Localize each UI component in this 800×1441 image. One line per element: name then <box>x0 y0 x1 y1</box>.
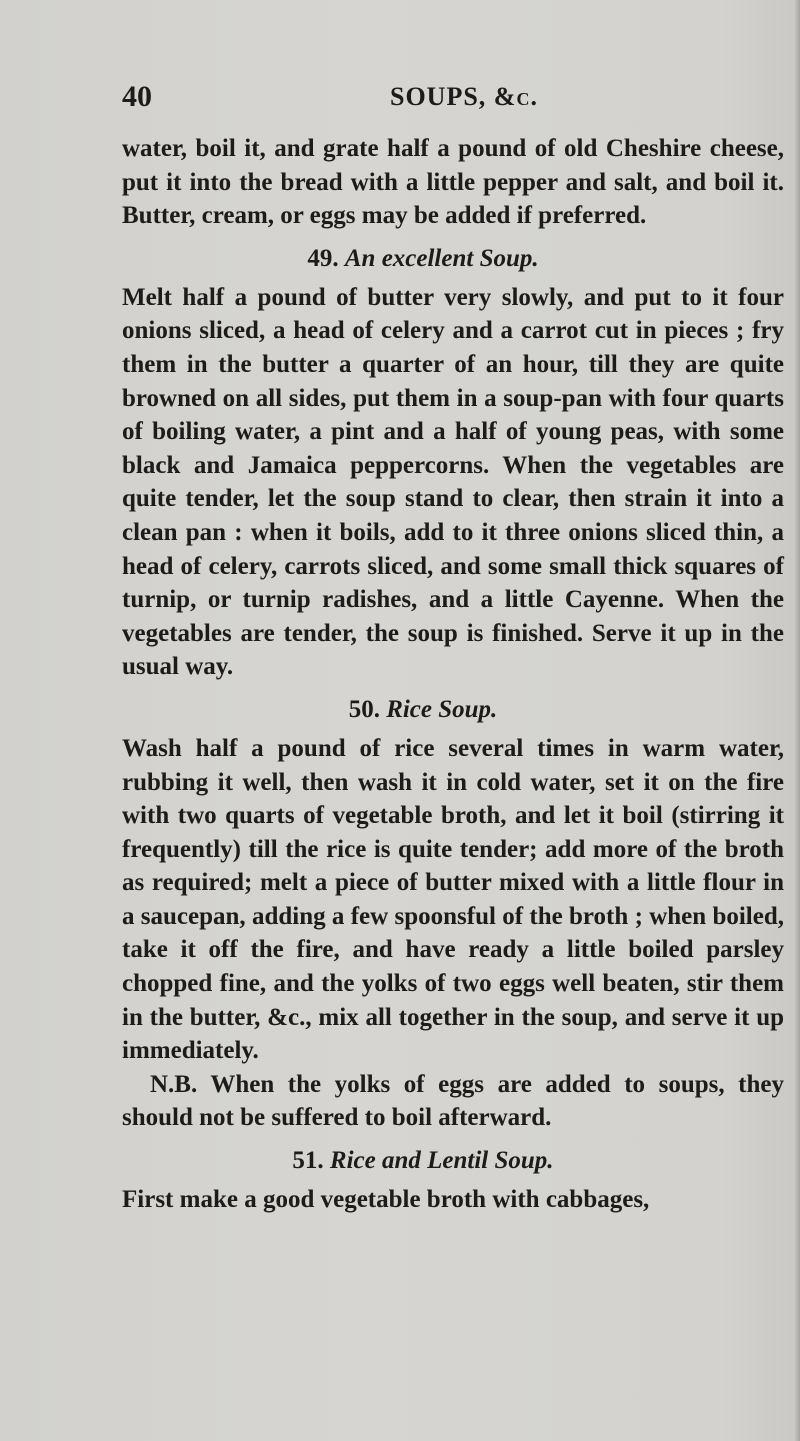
recipe-49-text: Melt half a pound of butter very slowly, and put to it four onions sliced, a head of celery and a carrot cut in pieces ; fry them in the butter a quarter of an hour, till they are quite browned on all sides, put them in a soup-pan with four quarts of boiling water, a pint and a half of young peas, with some black and Jamaica peppercorns. When the vegetables are quite tender, let the soup stand to clear, then strain it into a clean pan : when it boils, add to it three onions sliced thin, a head of celery, carrots sliced, and some small thick squares of turnip, or turnip radishes, and a little Cayenne. When the vegetables are tender, the soup is finished. Serve it up in the usual way. <box>122 283 784 681</box>
recipe-51-title: Rice and Lentil Soup. <box>329 1147 554 1175</box>
recipe-50-note: N.B. When the yolks of eggs are added to soups, they should not be suffered to boil afterward. <box>122 1070 784 1132</box>
recipe-51-text: First make a good vegetable broth with cabbages, <box>122 1186 650 1214</box>
recipe-50-text: Wash half a pound of rice several times in warm water, rubbing it well, then wash it in cold water, set it on the fire with two quarts of vegetable broth, and let it boil (stirring it frequently) till the rice is quite tender; add more of the broth as required; melt a piece of butter mixed with a little flour in a saucepan, adding a few spoonsful of the broth ; when boiled, take it off the fire, and have ready a little boiled parsley chopped fine, and the yolks of two eggs well beaten, stir them in the butter, &c., mix all together in the soup, and serve it up immediately. <box>122 734 784 1065</box>
recipe-50-heading <box>122 693 784 726</box>
page-edge-shadow <box>794 0 800 1441</box>
page-number: 40 <box>122 80 152 113</box>
recipe-50-number: 50. <box>348 695 380 723</box>
recipe-49-number: 49. <box>307 244 339 272</box>
intro-paragraph: water, boil it, and grate half a pound of old Cheshire cheese, put it into the bread with a little pepper and salt, and boil it. Butter, cream, or eggs may be added if preferred. <box>122 135 784 230</box>
recipe-50-title: Rice Soup. <box>386 695 498 723</box>
recipe-49-heading <box>122 242 784 275</box>
running-head: SOUPS, &c. <box>390 82 538 111</box>
recipe-51-number: 51. <box>292 1147 324 1175</box>
recipe-49-title: An excellent Soup. <box>344 244 539 272</box>
page-content <box>122 132 784 1217</box>
page-header <box>122 80 762 120</box>
recipe-51-heading <box>122 1144 784 1177</box>
